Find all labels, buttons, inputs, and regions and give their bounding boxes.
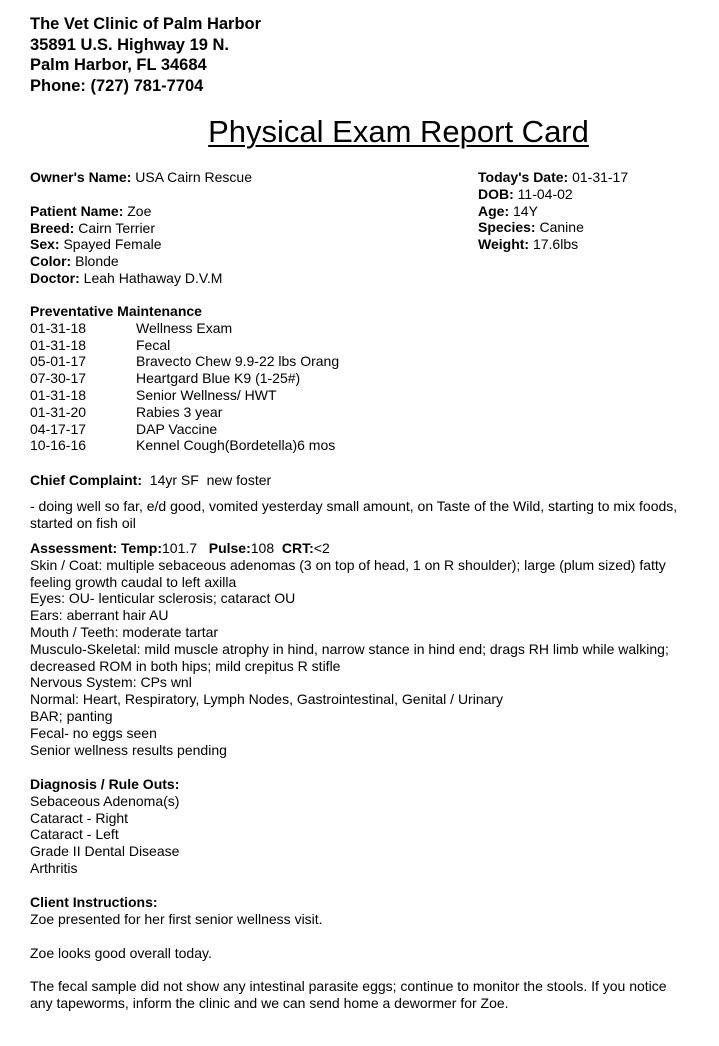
date-value: 01-31-17	[568, 169, 629, 185]
temp-label: Temp:	[121, 540, 163, 556]
diagnosis-section	[30, 776, 179, 877]
assessment-label: Assessment:	[30, 540, 118, 556]
complaint-line	[30, 472, 690, 489]
age-line	[478, 203, 628, 220]
doctor-value: Leah Hathaway D.V.M	[79, 269, 223, 286]
preventative-row	[30, 437, 339, 454]
dob-label: DOB:	[478, 185, 514, 202]
preventative-date: 01-31-18	[30, 319, 87, 336]
sex-line	[30, 236, 252, 253]
patient-info-right	[478, 169, 628, 253]
age-value: 14Y	[509, 202, 538, 219]
diagnosis-item: Sebaceous Adenoma(s)	[30, 792, 180, 809]
doctor-line	[30, 270, 252, 287]
instructions-p2: Zoe looks good overall today.	[30, 944, 212, 961]
assessment-line: Mouth / Teeth: moderate tartar	[30, 623, 219, 640]
preventative-date: 01-31-18	[30, 386, 87, 403]
diagnosis-item: Cataract - Left	[30, 826, 119, 843]
preventative-date: 04-17-17	[30, 420, 87, 437]
pulse-label: Pulse:	[208, 540, 251, 556]
instructions-section	[30, 894, 680, 1012]
assessment-line: Musculo-Skeletal: mild muscle atrophy in hind, narrow stance in hind end; drags RH limb while walking; decreased ROM in both hips; mild crepitus R stifle	[30, 640, 669, 674]
preventative-date: 01-31-18	[30, 336, 87, 353]
preventative-list	[30, 320, 339, 454]
color-line	[30, 253, 252, 270]
clinic-header	[30, 14, 261, 96]
preventative-item: Fecal	[136, 336, 171, 353]
preventative-item: DAP Vaccine	[136, 420, 218, 437]
breed-line	[30, 220, 252, 237]
diagnosis-list	[30, 793, 179, 877]
preventative-row	[30, 387, 339, 404]
assessment-line: Ears: aberrant hair AU	[30, 607, 169, 624]
diagnosis-heading: Diagnosis / Rule Outs:	[30, 776, 180, 792]
patient-info-left	[30, 169, 252, 287]
pulse-value: 108	[250, 540, 275, 556]
dob-value: 11-04-02	[513, 185, 573, 202]
assessment-line: Senior wellness results pending	[30, 741, 227, 758]
age-label: Age:	[478, 202, 510, 219]
assessment-section	[30, 540, 670, 758]
color-label: Color:	[30, 253, 72, 270]
preventative-row	[30, 370, 339, 387]
patient-value: Zoe	[123, 202, 152, 219]
clinic-city: Palm Harbor, FL 34684	[30, 56, 207, 74]
owner-line	[30, 169, 252, 186]
instructions-heading: Client Instructions:	[30, 894, 158, 910]
breed-label: Breed:	[30, 219, 75, 236]
complaint-section	[30, 472, 690, 531]
species-label: Species:	[478, 219, 536, 236]
preventative-row	[30, 353, 339, 370]
complaint-note: - doing well so far, e/d good, vomited yesterday small amount, on Taste of the Wild, starting to mix foods, started on fish oil	[30, 497, 678, 531]
assessment-header	[30, 540, 670, 557]
preventative-date: 07-30-17	[30, 370, 87, 387]
date-label: Today's Date:	[478, 169, 569, 185]
assessment-line: Eyes: OU- lenticular sclerosis; cataract OU	[30, 590, 296, 607]
diagnosis-item: Arthritis	[30, 859, 78, 876]
assessment-line: Skin / Coat: multiple sebaceous adenomas (3 on top of head, 1 on R shoulder); large (plum sized) fatty feeling growth caudal to left axilla	[30, 556, 666, 590]
preventative-section	[30, 303, 339, 454]
preventative-item: Bravecto Chew 9.9-22 lbs Orang	[136, 353, 340, 370]
species-line	[478, 219, 628, 236]
preventative-item: Heartgard Blue K9 (1-25#)	[136, 370, 301, 387]
patient-line	[30, 203, 252, 220]
preventative-heading: Preventative Maintenance	[30, 303, 202, 319]
species-value: Canine	[535, 219, 584, 236]
weight-line	[478, 236, 628, 253]
assessment-line: Nervous System: CPs wnl	[30, 674, 192, 691]
crt-value: <2	[313, 540, 330, 556]
crt-label: CRT:	[281, 540, 314, 556]
diagnosis-item: Grade II Dental Disease	[30, 843, 180, 860]
report-title: Physical Exam Report Card	[208, 114, 589, 149]
sex-value: Spayed Female	[59, 236, 162, 253]
doctor-label: Doctor:	[30, 269, 80, 286]
preventative-row	[30, 337, 339, 354]
complaint-value: 14yr SF new foster	[142, 472, 272, 488]
instructions-p3: The fecal sample did not show any intestinal parasite eggs; continue to monitor the stools. If you notice any tapeworms, inform the clinic and we can send home a dewormer for Zoe.	[30, 978, 667, 1012]
clinic-phone: Phone: (727) 781-7704	[30, 76, 204, 95]
temp-value: 101.7	[162, 540, 198, 556]
sex-label: Sex:	[30, 236, 60, 253]
assessment-line: Fecal- no eggs seen	[30, 724, 157, 741]
preventative-item: Wellness Exam	[136, 319, 233, 336]
owner-label: Owner's Name:	[30, 169, 132, 185]
date-line	[478, 169, 628, 186]
preventative-date: 10-16-16	[30, 437, 87, 454]
color-value: Blonde	[71, 253, 119, 270]
preventative-item: Senior Wellness/ HWT	[136, 386, 277, 403]
owner-value: USA Cairn Rescue	[131, 169, 252, 185]
preventative-date: 01-31-20	[30, 403, 87, 420]
patient-label: Patient Name:	[30, 202, 124, 219]
preventative-item: Rabies 3 year	[136, 403, 223, 420]
complaint-label: Chief Complaint:	[30, 472, 142, 488]
assessment-line: BAR; panting	[30, 707, 113, 724]
preventative-row	[30, 320, 339, 337]
clinic-street: 35891 U.S. Highway 19 N.	[30, 35, 230, 54]
breed-value: Cairn Terrier	[74, 219, 156, 236]
preventative-date: 05-01-17	[30, 353, 87, 370]
clinic-name: The Vet Clinic of Palm Harbor	[30, 15, 262, 33]
dob-line	[478, 186, 628, 203]
instructions-p1: Zoe presented for her first senior wellness visit.	[30, 910, 323, 927]
assessment-list	[30, 557, 670, 759]
preventative-item: Kennel Cough(Bordetella)6 mos	[136, 437, 336, 454]
preventative-row	[30, 421, 339, 438]
diagnosis-item: Cataract - Right	[30, 809, 129, 826]
assessment-line: Normal: Heart, Respiratory, Lymph Nodes, Gastrointestinal, Genital / Urinary	[30, 691, 504, 708]
weight-label: Weight:	[478, 236, 530, 253]
preventative-row	[30, 404, 339, 421]
weight-value: 17.6lbs	[529, 236, 579, 253]
